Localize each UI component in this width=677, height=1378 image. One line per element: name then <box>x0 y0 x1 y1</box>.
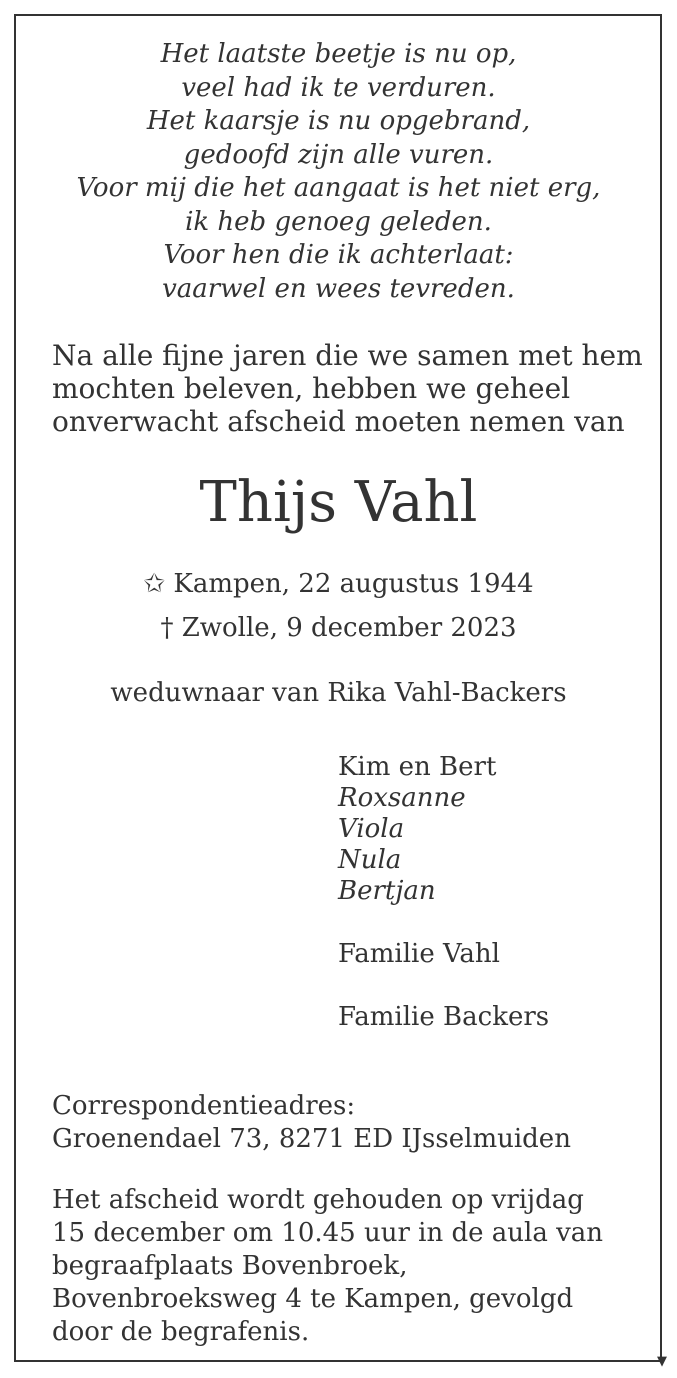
life-dates <box>0 562 677 650</box>
intro-text <box>52 339 652 438</box>
ceremony-line: Het afscheid wordt gehouden op vrijdag <box>52 1185 584 1215</box>
ceremony-line: 15 december om 10.45 uur in de aula van <box>52 1218 604 1248</box>
relation-text: weduwnaar van Rika Vahl-Backers <box>110 678 567 708</box>
poem-line: gedoofd zijn alle vuren. <box>183 139 494 170</box>
correspondence-address <box>52 1090 652 1156</box>
poem-line: Voor hen die ik achterlaat: <box>163 240 514 270</box>
intro-line: Na alle fijne jaren die we samen met hem <box>52 339 643 372</box>
correspondence-street: Groenendael 73, 8271 ED IJsselmuiden <box>52 1124 571 1154</box>
poem-line: vaarwel en wees tevreden. <box>162 273 515 304</box>
poem-line: Voor mij die het aangaat is het niet erg, <box>76 173 601 203</box>
poem-line: ik heb genoeg geleden. <box>185 206 492 237</box>
family-name-vahl: Familie Vahl <box>338 939 500 969</box>
poem <box>0 38 677 306</box>
children-names: Kim en Bert <box>338 752 497 782</box>
grandchild-name: Roxsanne <box>338 783 466 813</box>
intro-line: mochten beleven, hebben we geheel <box>52 372 571 405</box>
intro-line: onverwacht afscheid moeten nemen van <box>52 405 625 438</box>
poem-line: Het laatste beetje is nu op, <box>160 39 517 69</box>
grandchild-name: Viola <box>338 814 405 844</box>
birth-date: ✩ Kampen, 22 augustus 1944 <box>143 569 534 599</box>
ceremony-line: begraafplaats Bovenbroek, <box>52 1251 408 1281</box>
death-date: † Zwolle, 9 december 2023 <box>160 613 517 643</box>
ceremony-line: Bovenbroeksweg 4 te Kampen, gevolgd <box>52 1284 574 1314</box>
poem-line: Het kaarsje is nu opgebrand, <box>146 106 531 136</box>
grandchild-name: Bertjan <box>338 876 436 906</box>
family-name-backers: Familie Backers <box>338 1002 550 1032</box>
scroll-down-arrow-icon[interactable]: ▼ <box>657 1354 667 1369</box>
grandchild-name: Nula <box>338 845 402 875</box>
deceased-name: Thijs Vahl <box>199 470 478 535</box>
ceremony-details <box>52 1184 652 1349</box>
ceremony-line: door de begrafenis. <box>52 1317 310 1347</box>
poem-line: veel had ik te verduren. <box>181 72 496 103</box>
family-list <box>338 752 658 1033</box>
correspondence-label: Correspondentieadres: <box>52 1091 356 1121</box>
